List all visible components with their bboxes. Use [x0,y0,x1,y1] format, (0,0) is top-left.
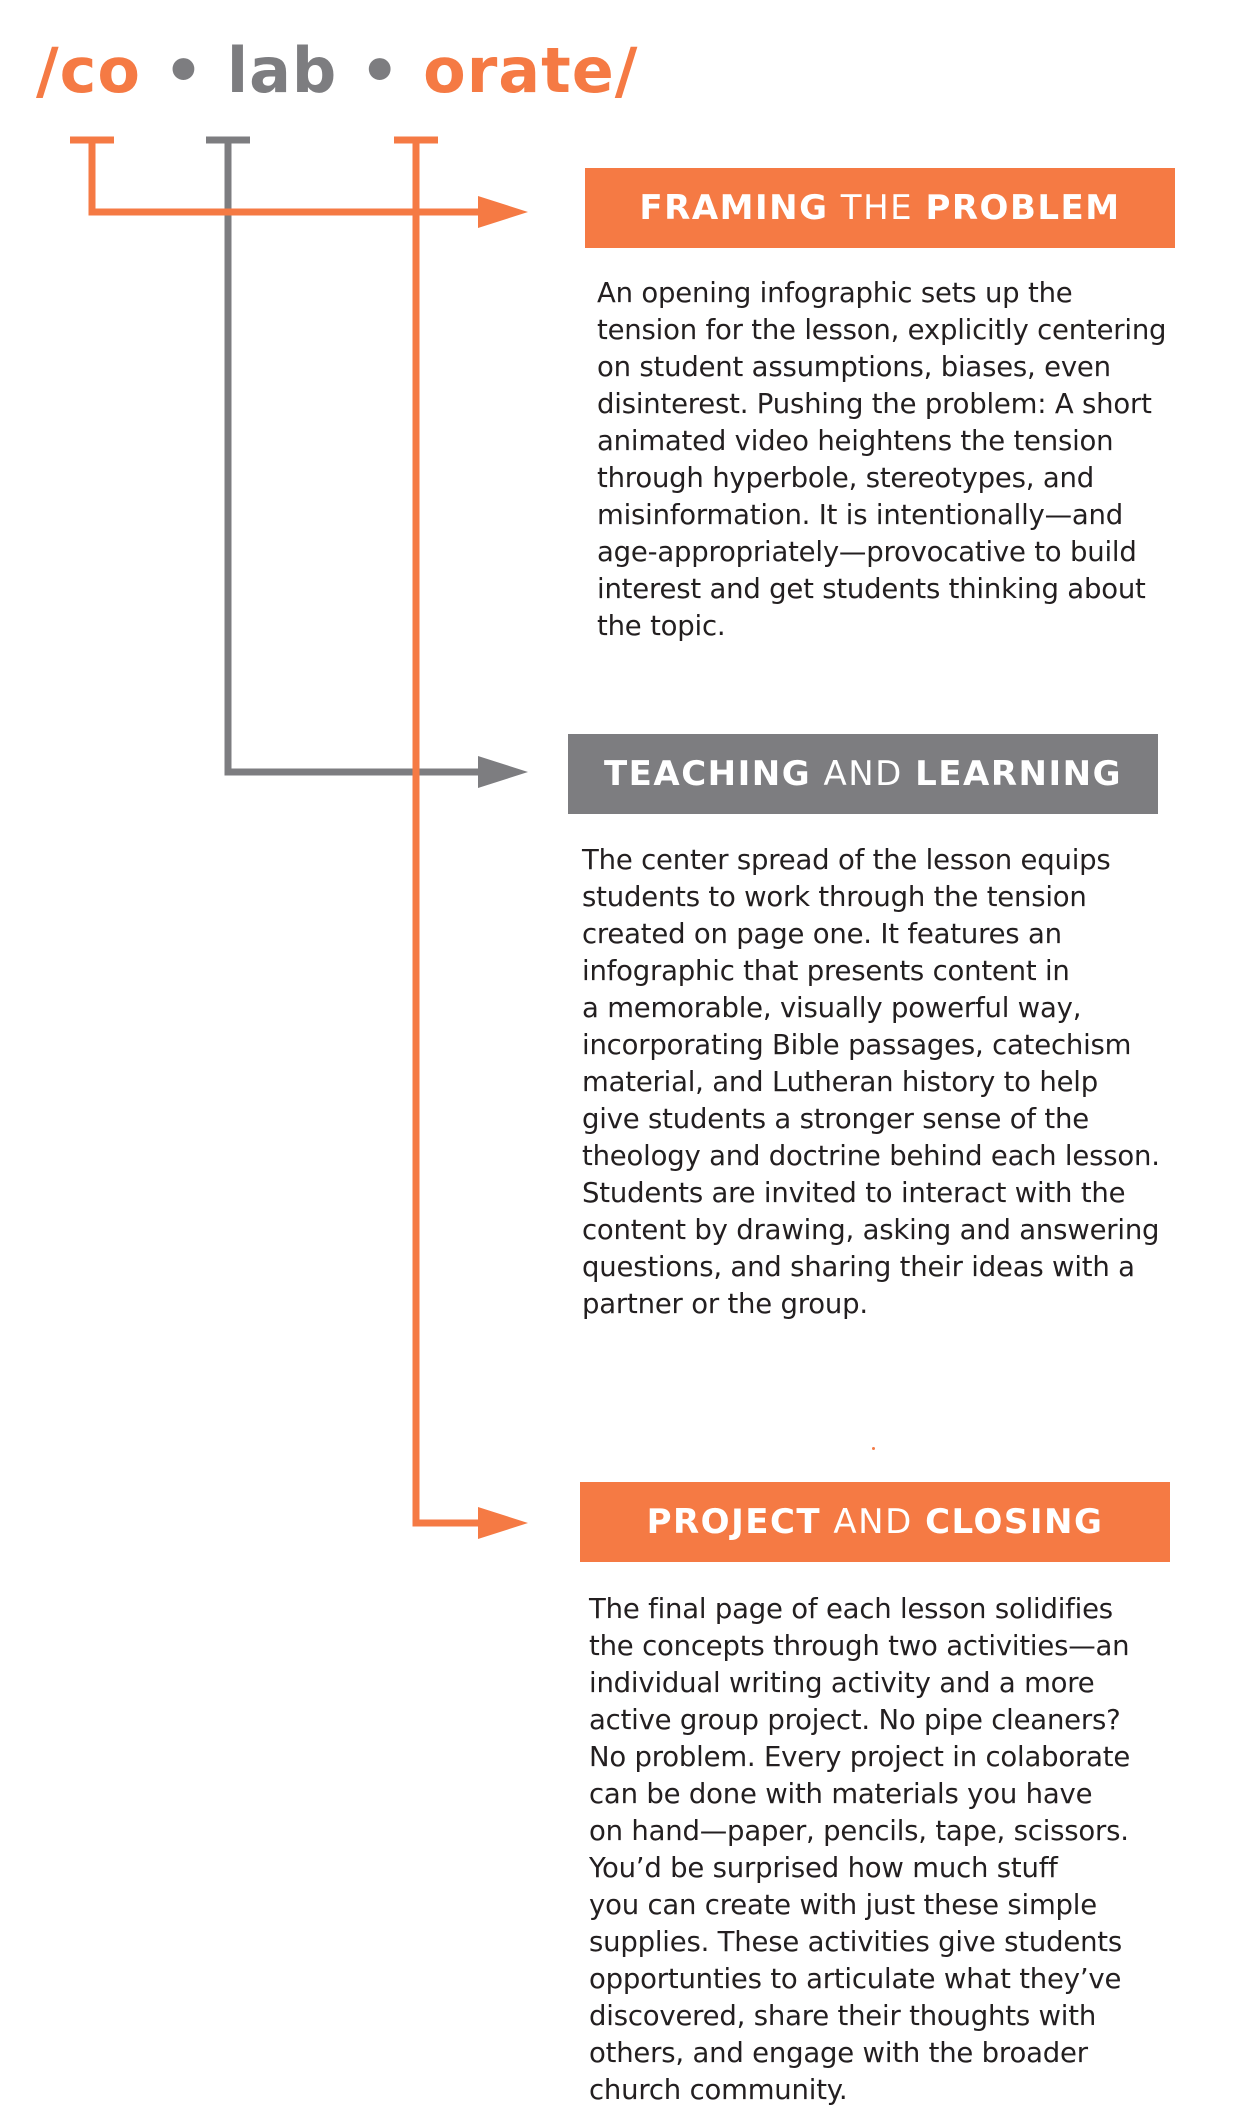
body-project-and-closing [589,1591,1189,2109]
header-strong-word: CLOSING [925,1502,1104,1542]
header-light-word: THE [840,188,914,228]
header-strong-word: FRAMING [639,188,829,228]
header-strong-word: TEACHING [603,754,812,794]
header-light-word: AND [833,1502,913,1542]
connector-orate [394,140,528,1539]
connector-lab-line [228,140,488,772]
header-light-word: AND [823,754,903,794]
header-strong-word: PROJECT [646,1502,822,1542]
connector-lab-arrowhead-icon [478,756,528,788]
stray-dot [872,1447,875,1450]
connector-co-arrowhead-icon [478,196,528,228]
title-part-co: /co [36,34,141,107]
header-teaching-and-learning [568,734,1158,814]
title-separator: • [141,34,227,107]
connector-co-line [92,140,488,212]
title-part-lab: lab [226,34,338,107]
section-paragraph: The center spread of the lesson equips students to work through the tension created on page one. It features an infographic that presents content in a memorable, visually powerful way, incorporating Bible passages, catechism material, and Lutheran history to help give students a stronger sense of the theology and doctrine behind each lesson. Students are invited to interact with the content by drawing, asking and answering questions, and sharing their ideas with a partner or the group. [582,844,1160,1320]
section-paragraph: The final page of each lesson solidifies the concepts through two activities—an individual writing activity and a more active group project. No pipe cleaners? No problem. Every project in colaborate can be done with materials you have on hand—paper, pencils, tape, scissors. You’d be surprised how much stuff you can create with just these simple supplies. These activities give students opportunties to articulate what they’ve discovered, share their thoughts with others, and engage with the broader church community. [589,1593,1131,2106]
connector-co [70,140,528,228]
connector-orate-arrowhead-icon [478,1507,528,1539]
section-paragraph: An opening infographic sets up the tension for the lesson, explicitly centering on student assumptions, biases, even disinterest. Pushing the problem: A short animated video heightens the tension through hyperbole, stereotypes, and misinformation. It is intentionally—and age-appropriately—provocative to build interest and get students thinking about the topic. [597,277,1167,642]
header-framing-the-problem [585,168,1175,248]
body-teaching-and-learning [582,842,1202,1323]
header-strong-word: LEARNING [915,754,1122,794]
connector-orate-line [416,140,488,1523]
connector-lab [206,140,528,788]
title-part-orate: orate/ [423,34,639,107]
header-project-and-closing [580,1482,1170,1562]
header-strong-word: PROBLEM [925,188,1121,228]
title-separator: • [337,34,424,107]
body-framing-the-problem [597,275,1197,645]
